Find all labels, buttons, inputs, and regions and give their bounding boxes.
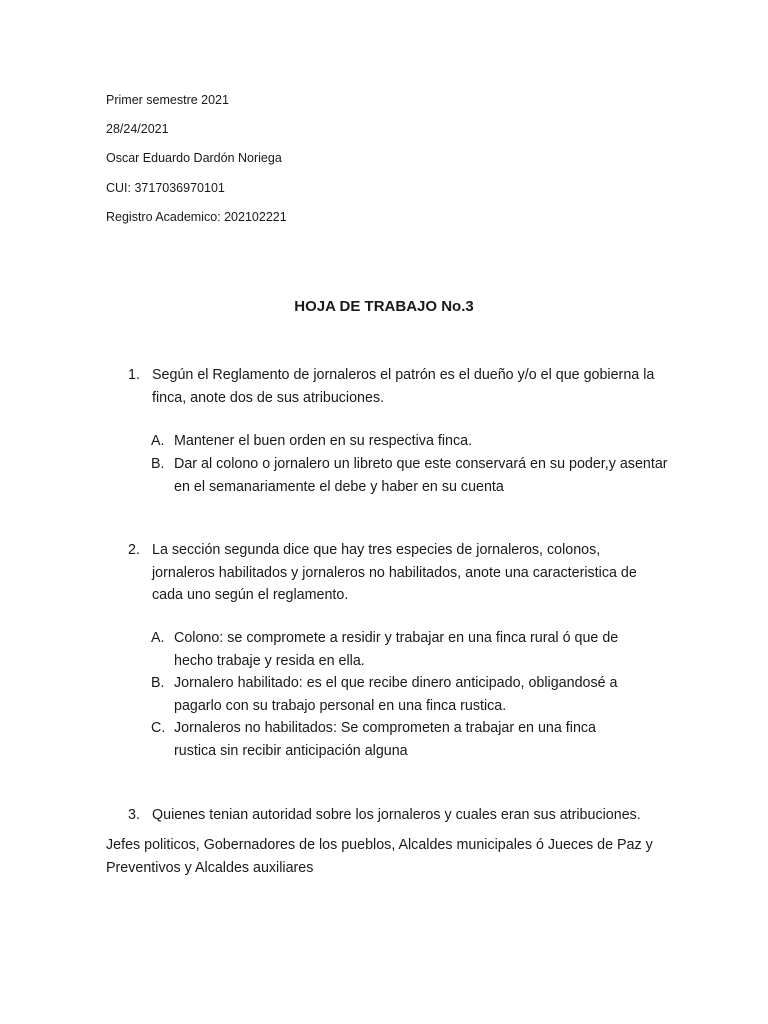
question-text: Según el Reglamento de jornaleros el patrón es el dueño y/o el que gobierna la finca, anote dos de sus atribuciones. bbox=[152, 367, 655, 406]
header-semester: Primer semestre 2021 bbox=[106, 93, 229, 107]
question-number: 2. bbox=[128, 542, 140, 558]
option-letter: C. bbox=[151, 720, 166, 736]
option-text: Dar al colono o jornalero un libreto que este conservará en su poder,y asentar en el semanariamente el debe y haber en su cuenta bbox=[174, 456, 668, 495]
question-3-answer: Jefes politicos, Gobernadores de los pueblos, Alcaldes municipales ó Jueces de Paz y Preventivos y Alcaldes auxiliares bbox=[106, 837, 653, 876]
option-text: Jornaleros no habilitados: Se comprometen a trabajar en una finca rustica sin recibir anticipación alguna bbox=[174, 720, 597, 759]
option-text: Colono: se compromete a residir y trabajar en una finca rural ó que de hecho trabaje y resida en ella. bbox=[174, 630, 619, 669]
option-text: Mantener el buen orden en su respectiva finca. bbox=[174, 433, 473, 449]
header-cui: CUI: 3717036970101 bbox=[106, 181, 225, 195]
header-student-name: Oscar Eduardo Dardón Noriega bbox=[106, 151, 282, 165]
header-academic-record: Registro Academico: 202102221 bbox=[106, 210, 287, 224]
question-text: La sección segunda dice que hay tres especies de jornaleros, colonos, jornaleros habilitados y jornaleros no habilitados, anote una caracteristica de cada uno según el reglamento. bbox=[152, 542, 637, 603]
question-number: 1. bbox=[128, 367, 140, 383]
option-text: Jornalero habilitado: es el que recibe dinero anticipado, obligandosé a pagarlo con su trabajo personal en una finca rustica. bbox=[174, 675, 618, 714]
option-letter: A. bbox=[151, 433, 165, 449]
header-date: 28/24/2021 bbox=[106, 122, 169, 136]
option-letter: B. bbox=[151, 675, 165, 691]
option-letter: B. bbox=[151, 456, 165, 472]
question-number: 3. bbox=[128, 807, 140, 823]
worksheet-title: HOJA DE TRABAJO No.3 bbox=[294, 298, 474, 315]
option-letter: A. bbox=[151, 630, 165, 646]
question-text: Quienes tenian autoridad sobre los jornaleros y cuales eran sus atribuciones. bbox=[152, 807, 641, 823]
